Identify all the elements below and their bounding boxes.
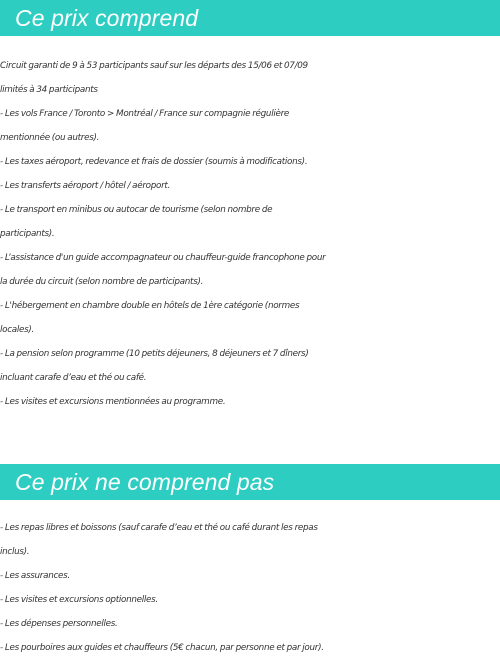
excludes-line: inclus). [0,547,30,557]
excludes-list [0,516,500,660]
includes-line: la durée du circuit (selon nombre de participants). [0,277,204,287]
includes-line: - Les taxes aéroport, redevance et frais de dossier (soumis à modifications). [0,157,308,167]
includes-line: Circuit garanti de 9 à 53 participants sauf sur les départs des 15/06 et 07/09 [0,61,308,71]
includes-line: participants). [0,229,55,239]
includes-line: - L’assistance d'un guide accompagnateur ou chauffeur-guide francophone pour [0,253,326,263]
includes-line: - La pension selon programme (10 petits déjeuners, 8 déjeuners et 7 dîners) [0,349,309,359]
excludes-line: - Les pourboires aux guides et chauffeurs (5€ chacun, par personne et par jour). [0,643,324,653]
excludes-line: - Les visites et excursions optionnelles. [0,595,158,605]
includes-line: limités à 34 participants [0,85,98,95]
includes-line: mentionnée (ou autres). [0,133,100,143]
includes-line: - Le transport en minibus ou autocar de tourisme (selon nombre de [0,205,273,215]
includes-heading: Ce prix comprend [0,0,500,36]
includes-line: - L'hébergement en chambre double en hôtels de 1ère catégorie (normes [0,301,300,311]
includes-line: - Les visites et excursions mentionnées au programme. [0,397,226,407]
includes-line: - Les vols France / Toronto > Montréal / France sur compagnie régulière [0,109,290,119]
includes-line: locales). [0,325,35,335]
includes-list [0,54,500,414]
includes-line: incluant carafe d’eau et thé ou café. [0,373,147,383]
excludes-line: - Les repas libres et boissons (sauf carafe d’eau et thé ou café durant les repas [0,523,318,533]
excludes-line: - Les assurances. [0,571,70,581]
excludes-line: - Les dépenses personnelles. [0,619,118,629]
includes-line: - Les transferts aéroport / hôtel / aéroport. [0,181,171,191]
excludes-heading: Ce prix ne comprend pas [0,464,500,500]
